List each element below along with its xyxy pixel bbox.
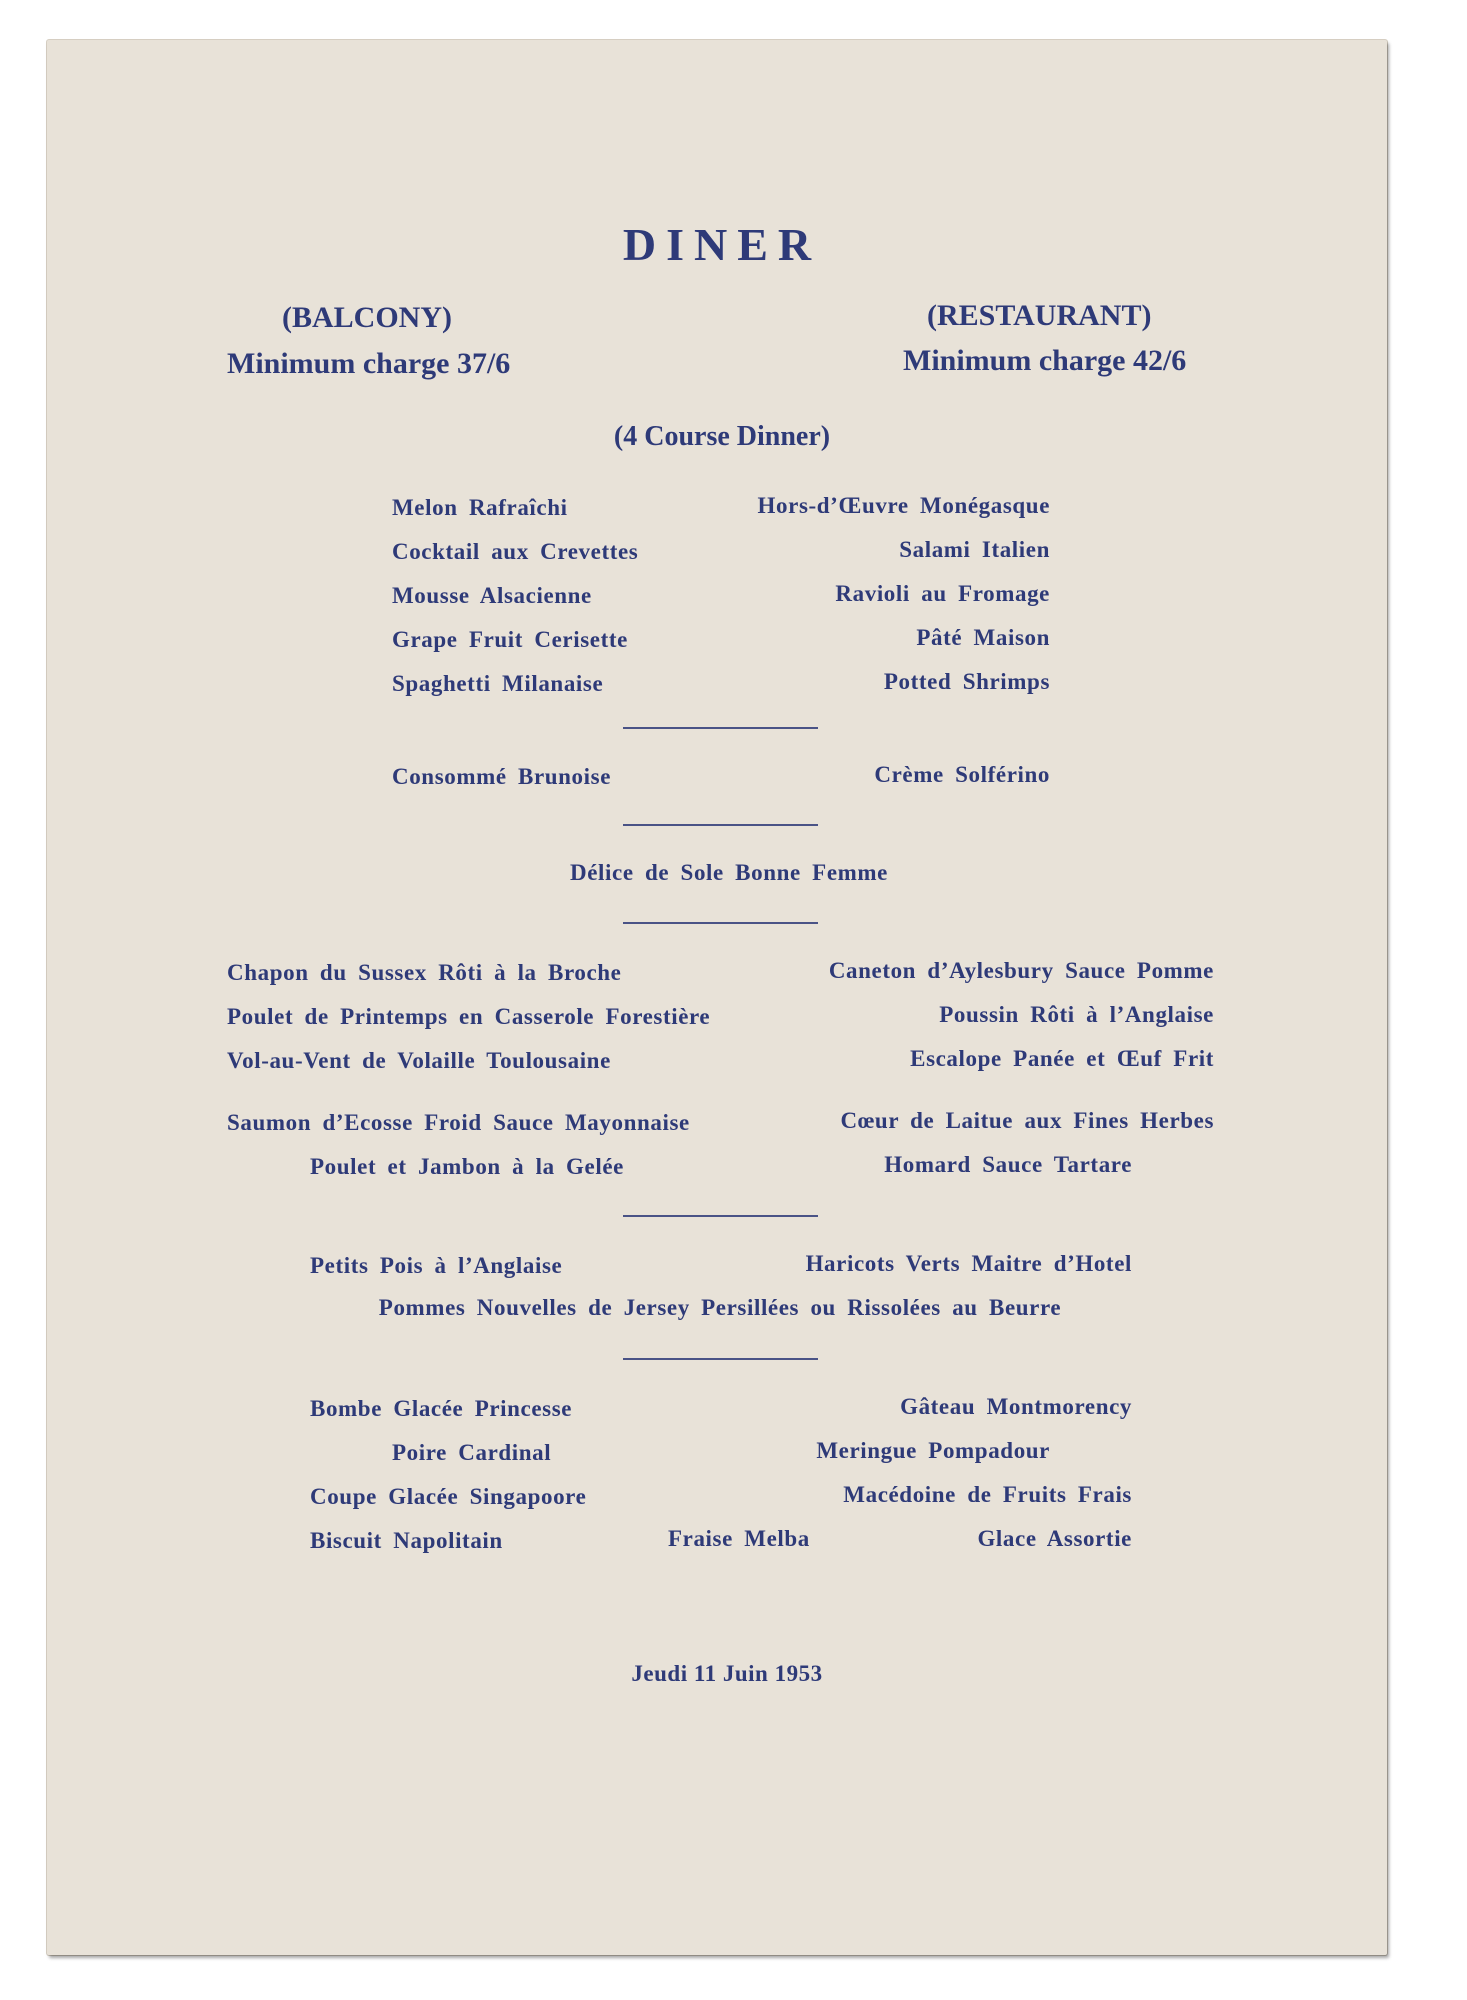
main-right-item: Poussin Rôti à l’Anglaise: [939, 1002, 1214, 1027]
section-divider: [623, 1358, 818, 1360]
starter-left-item: Grape Fruit Cerisette: [392, 627, 628, 652]
dessert-right-item: Gâteau Montmorency: [900, 1394, 1132, 1419]
menu-title: DINER: [622, 219, 822, 270]
cold-right-item: Cœur de Laitue aux Fines Herbes: [840, 1108, 1214, 1133]
dessert-left-item: Coupe Glacée Singapoore: [310, 1484, 587, 1509]
dessert-right-item: Glace Assortie: [977, 1526, 1132, 1551]
soup-left: Consommé Brunoise: [392, 764, 612, 789]
restaurant-charge: Minimum charge 42/6: [903, 344, 1187, 377]
vegetable-right: Haricots Verts Maitre d’Hotel: [805, 1251, 1132, 1276]
starter-right-item: Salami Italien: [899, 537, 1050, 562]
fish-course: Délice de Sole Bonne Femme: [570, 860, 888, 885]
main-right-item: Caneton d’Aylesbury Sauce Pomme: [828, 958, 1214, 983]
dessert-right-item: Meringue Pompadour: [816, 1438, 1050, 1463]
main-left-item: Chapon du Sussex Rôti à la Broche: [227, 960, 622, 985]
cold-right-item: Homard Sauce Tartare: [884, 1152, 1132, 1177]
section-divider: [623, 824, 818, 826]
starter-right-item: Pâté Maison: [916, 625, 1050, 650]
soup-right: Crème Solférino: [874, 762, 1050, 787]
section-divider: [623, 922, 818, 924]
menu-date: Jeudi 11 Juin 1953: [631, 1661, 823, 1686]
main-left-item: Poulet de Printemps en Casserole Forestière: [227, 1004, 711, 1029]
starter-right-item: Potted Shrimps: [883, 669, 1050, 694]
vegetable-center: Pommes Nouvelles de Jersey Persillées ou Rissolées au Beurre: [378, 1295, 1062, 1320]
starter-right-item: Ravioli au Fromage: [835, 581, 1050, 606]
vegetable-left: Petits Pois à l’Anglaise: [310, 1253, 563, 1278]
balcony-label: (BALCONY): [282, 301, 452, 334]
course-label: (4 Course Dinner): [613, 421, 831, 452]
starter-left-item: Melon Rafraîchi: [392, 495, 568, 520]
dessert-left-item: Biscuit Napolitain: [310, 1528, 503, 1553]
cold-left-item: Poulet et Jambon à la Gelée: [310, 1154, 624, 1179]
balcony-charge: Minimum charge 37/6: [227, 347, 511, 380]
main-left-item: Vol-au-Vent de Volaille Toulousaine: [227, 1048, 611, 1073]
cold-left-item: Saumon d’Ecosse Froid Sauce Mayonnaise: [227, 1110, 690, 1135]
dessert-right-item: Macédoine de Fruits Frais: [843, 1482, 1132, 1507]
dessert-left-item: Bombe Glacée Princesse: [310, 1396, 573, 1421]
starter-left-item: Mousse Alsacienne: [392, 583, 592, 608]
starter-left-item: Spaghetti Milanaise: [392, 671, 604, 696]
main-right-item: Escalope Panée et Œuf Frit: [910, 1046, 1214, 1071]
starter-right-item: Hors-d’Œuvre Monégasque: [757, 493, 1050, 518]
starter-left-item: Cocktail aux Crevettes: [392, 539, 639, 564]
dessert-left-item: Poire Cardinal: [392, 1440, 552, 1465]
restaurant-label: (RESTAURANT): [927, 299, 1152, 332]
section-divider: [623, 1215, 818, 1217]
section-divider: [623, 727, 818, 729]
dessert-center-item: Fraise Melba: [668, 1526, 810, 1551]
